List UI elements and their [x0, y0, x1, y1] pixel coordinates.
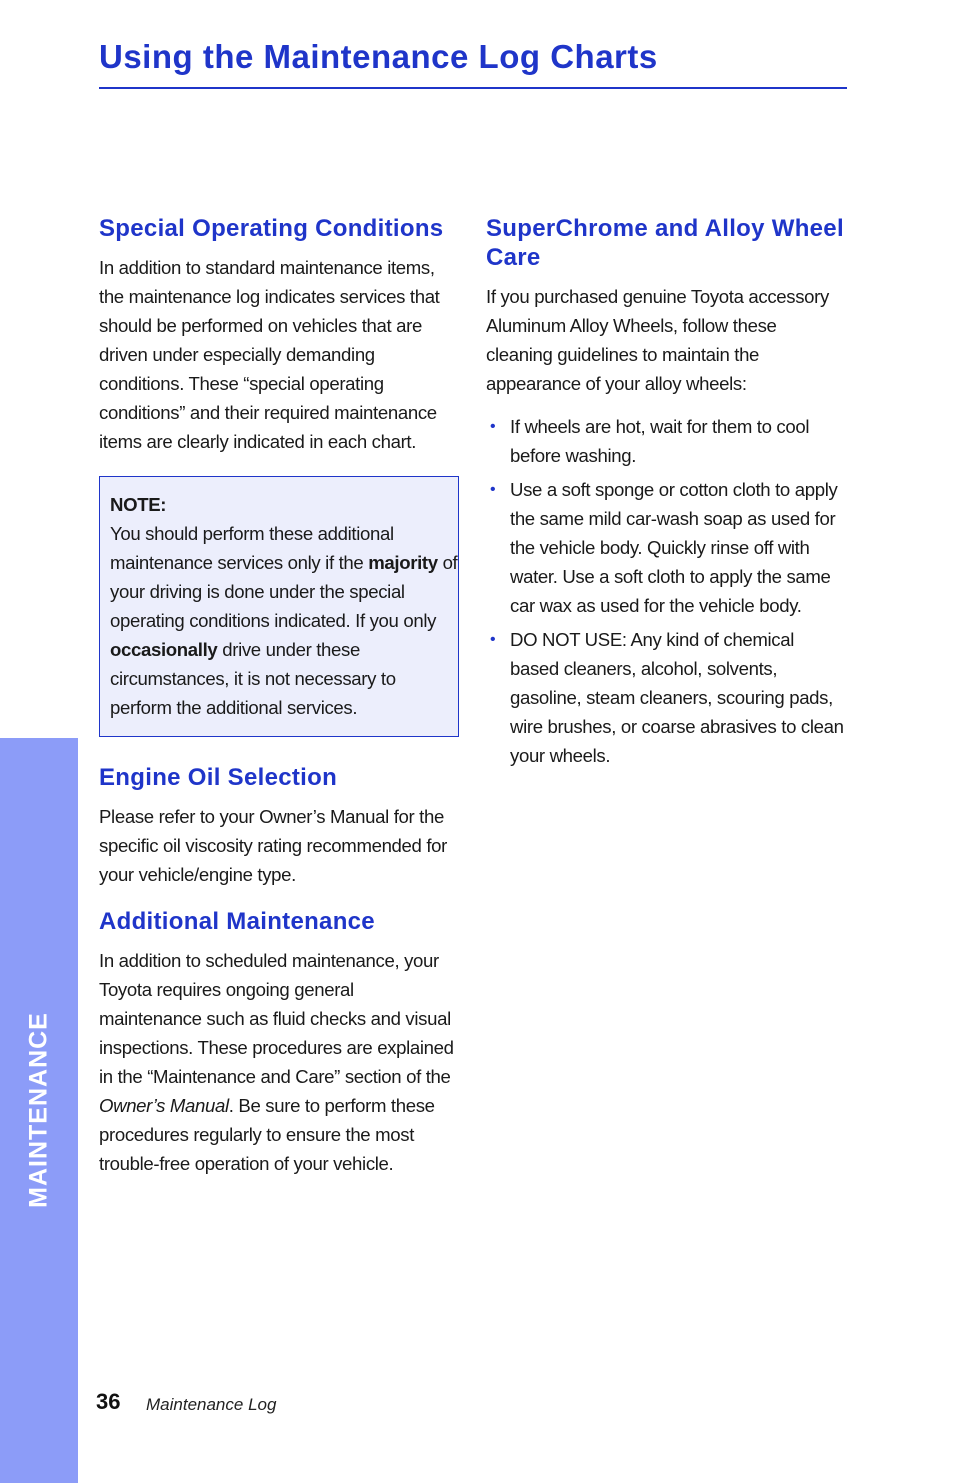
- engine-oil-heading: Engine Oil Selection: [99, 764, 338, 791]
- note-text-3: drive under these circumstances, it is not necessary to perform the additional services.: [110, 639, 396, 718]
- special-conditions-body: In addition to standard maintenance items, the maintenance log indicates services that should be performed on vehicles that are driven under especially demanding conditions. These “special operating conditions” and their required maintenance items are clearly indicated in each chart.: [99, 257, 440, 452]
- note-text: [110, 519, 458, 722]
- wheel-care-list: [486, 412, 846, 770]
- title-divider: [99, 87, 847, 89]
- note-text-1: You should perform these additional maintenance services only if the: [110, 523, 394, 573]
- list-item: [486, 475, 846, 620]
- owners-manual-italic: Owner’s Manual: [99, 1095, 229, 1116]
- left-column: [99, 214, 459, 1178]
- footer-label: Maintenance Log: [146, 1395, 277, 1414]
- note-text-2: of your driving is done under the special operating conditions indicated. If you only: [110, 552, 458, 631]
- note-box: [99, 476, 459, 737]
- additional-text-2: . Be sure to perform these procedures regularly to ensure the most trouble-free operation of your vehicle.: [99, 1095, 435, 1174]
- page-number: 36: [96, 1389, 121, 1414]
- list-item-text: DO NOT USE: Any kind of chemical based cleaners, alcohol, solvents, gasoline, steam cleaners, scouring pads, wire brushes, or coarse abrasives to clean your wheels.: [510, 629, 844, 766]
- additional-text-1: In addition to scheduled maintenance, your Toyota requires ongoing general maintenance such as fluid checks and visual inspections. These procedures are explained in the “Maintenance and Care” section of the: [99, 950, 454, 1087]
- list-item: [486, 412, 846, 470]
- bullet-icon: •: [490, 631, 496, 648]
- additional-maintenance-body: [99, 946, 459, 1178]
- note-bold-occasionally: occasionally: [110, 639, 218, 660]
- note-label: NOTE:: [110, 494, 167, 515]
- list-item: [486, 625, 846, 770]
- wheel-care-body: If you purchased genuine Toyota accessory Aluminum Alloy Wheels, follow these cleaning guidelines to maintain the appearance of your alloy wheels:: [486, 286, 829, 394]
- bullet-icon: •: [490, 481, 496, 498]
- engine-oil-body: Please refer to your Owner’s Manual for the specific oil viscosity rating recommended for your vehicle/engine type.: [99, 806, 447, 885]
- additional-maintenance-heading: Additional Maintenance: [99, 908, 375, 935]
- special-conditions-heading: Special Operating Conditions: [99, 215, 444, 242]
- wheel-care-heading: SuperChrome and Alloy Wheel Care: [486, 215, 844, 271]
- side-tab-label: MAINTENANCE: [24, 1012, 53, 1208]
- right-column: [486, 214, 846, 775]
- list-item-text: If wheels are hot, wait for them to cool before washing.: [510, 416, 810, 466]
- list-item-text: Use a soft sponge or cotton cloth to apply the same mild car-wash soap as used for the vehicle body. Quickly rinse off with water. Use a soft cloth to apply the same car wax as used for the vehicle body.: [510, 479, 838, 616]
- note-bold-majority: majority: [368, 552, 438, 573]
- bullet-icon: •: [490, 418, 496, 435]
- page-title: Using the Maintenance Log Charts: [99, 38, 658, 75]
